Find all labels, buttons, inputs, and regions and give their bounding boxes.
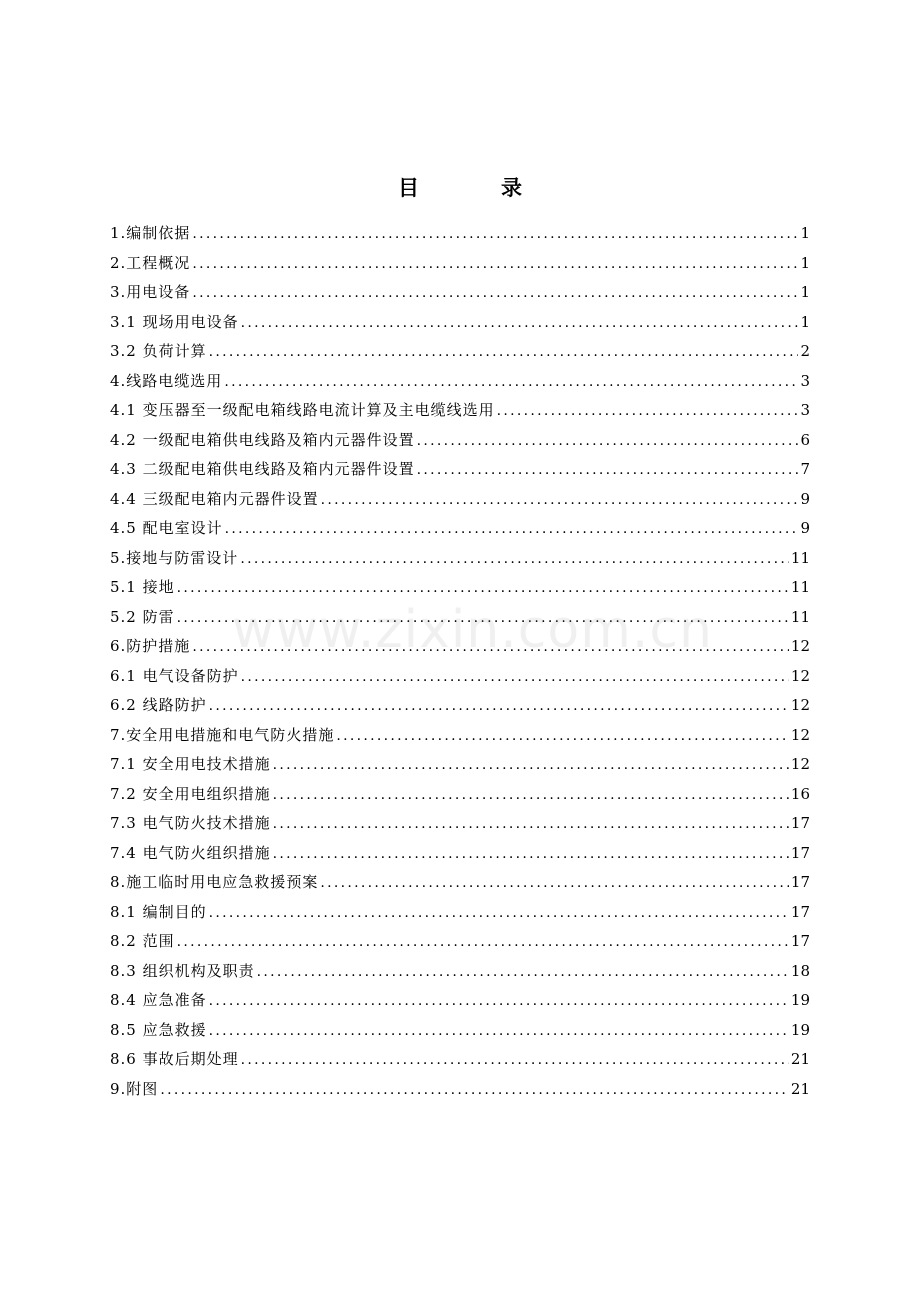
toc-leader-dots: [177, 574, 789, 604]
toc-entry-label: 6.防护措施: [110, 637, 191, 655]
toc-entry[interactable]: [110, 426, 810, 456]
toc-entry[interactable]: [110, 1075, 810, 1105]
toc-entry-page: 19: [790, 1020, 810, 1039]
toc-entry-label: 4.4 三级配电箱内元器件设置: [110, 489, 319, 508]
toc-entry[interactable]: [110, 485, 810, 515]
toc-entry-page: 18: [790, 961, 810, 980]
toc-entry-label: 4.2 一级配电箱供电线路及箱内元器件设置: [110, 430, 415, 449]
toc-entry-page: 9: [800, 489, 810, 508]
toc-leader-dots: [336, 722, 789, 752]
toc-entry-page: 21: [790, 1079, 810, 1098]
toc-entry[interactable]: [110, 1045, 810, 1075]
toc-entry[interactable]: [110, 691, 810, 721]
toc-entry-label: 8.3 组织机构及职责: [110, 961, 255, 980]
toc-entry[interactable]: [110, 367, 810, 397]
toc-entry-label: 5.2 防雷: [110, 607, 175, 626]
toc-entry[interactable]: [110, 337, 810, 367]
toc-entry[interactable]: [110, 986, 810, 1016]
toc-entry[interactable]: [110, 308, 810, 338]
toc-entry-page: 3: [800, 371, 810, 390]
title-char-2: 录: [501, 175, 522, 200]
toc-entry-label: 4.5 配电室设计: [110, 519, 223, 537]
toc-leader-dots: [224, 368, 798, 398]
toc-entry-label: 8.6 事故后期处理: [110, 1050, 239, 1068]
toc-entry[interactable]: [110, 603, 810, 633]
toc-entry[interactable]: [110, 868, 810, 898]
toc-entry-label: 7.2 安全用电组织措施: [110, 784, 271, 803]
toc-entry-page: 12: [790, 725, 810, 744]
toc-entry-label: 4.线路电缆选用: [110, 371, 223, 390]
toc-entry-page: 17: [790, 902, 810, 921]
toc-leader-dots: [209, 1017, 789, 1047]
toc-entry-label: 4.3 二级配电箱供电线路及箱内元器件设置: [110, 460, 415, 478]
toc-leader-dots: [273, 751, 789, 781]
toc-entry-label: 3.2 负荷计算: [110, 342, 207, 360]
toc-leader-dots: [209, 338, 799, 368]
toc-entry[interactable]: [110, 898, 810, 928]
toc-entry-label: 3.1 现场用电设备: [110, 312, 239, 331]
toc-entry-page: 9: [800, 519, 810, 537]
toc-leader-dots: [273, 810, 789, 840]
toc-entry-page: 21: [790, 1050, 810, 1068]
toc-entry-label: 8.4 应急准备: [110, 991, 207, 1009]
toc-entry-page: 12: [790, 755, 810, 773]
toc-entry-label: 5.接地与防雷设计: [110, 548, 239, 567]
toc-leader-dots: [225, 515, 799, 545]
toc-entry-page: 17: [790, 843, 810, 862]
toc-entry-label: 3.用电设备: [110, 283, 191, 301]
toc-entry[interactable]: [110, 396, 810, 426]
toc-entry-label: 5.1 接地: [110, 578, 175, 596]
toc-entry[interactable]: [110, 957, 810, 987]
toc-leader-dots: [257, 958, 789, 988]
toc-entry[interactable]: [110, 278, 810, 308]
toc-leader-dots: [209, 692, 789, 722]
toc-leader-dots: [209, 987, 789, 1017]
toc-entry-page: 11: [790, 607, 810, 626]
toc-entry-page: 6: [800, 430, 810, 449]
toc-entry-page: 7: [800, 460, 810, 478]
toc-leader-dots: [241, 1046, 789, 1076]
toc-entry-label: 8.2 范围: [110, 932, 175, 950]
toc-leader-dots: [497, 397, 799, 427]
toc-leader-dots: [160, 1076, 789, 1106]
toc-entry-page: 12: [790, 666, 810, 685]
toc-entry-page: 17: [790, 932, 810, 950]
toc-entry-page: 16: [790, 784, 810, 803]
toc-leader-dots: [192, 250, 798, 280]
toc-entry-page: 17: [790, 873, 810, 891]
toc-entry-label: 7.4 电气防火组织措施: [110, 843, 271, 862]
toc-entry-page: 1: [800, 312, 810, 331]
toc-entry-page: 11: [790, 548, 810, 567]
toc-leader-dots: [240, 545, 789, 575]
page-title: [0, 170, 920, 206]
toc-entry-label: 7.1 安全用电技术措施: [110, 755, 271, 773]
toc-entry[interactable]: [110, 573, 810, 603]
toc-entry-label: 1.编制依据: [110, 224, 191, 242]
toc-entry-label: 6.1 电气设备防护: [110, 666, 239, 685]
toc-entry-label: 4.1 变压器至一级配电箱线路电流计算及主电缆线选用: [110, 401, 495, 419]
toc-entry-page: 19: [790, 991, 810, 1009]
toc-entry[interactable]: [110, 219, 810, 249]
toc-entry-label: 7.3 电气防火技术措施: [110, 814, 271, 832]
toc-entry[interactable]: [110, 632, 810, 662]
toc-entry-label: 8.5 应急救援: [110, 1020, 207, 1039]
toc-leader-dots: [417, 456, 799, 486]
toc-leader-dots: [241, 663, 789, 693]
toc-leader-dots: [192, 220, 798, 250]
title-char-1: 目: [398, 175, 419, 200]
table-of-contents: [110, 219, 810, 1104]
toc-leader-dots: [321, 486, 799, 516]
toc-entry-page: 1: [800, 253, 810, 272]
toc-entry-label: 8.施工临时用电应急救援预案: [110, 873, 319, 891]
toc-entry[interactable]: [110, 927, 810, 957]
toc-entry[interactable]: [110, 809, 810, 839]
toc-entry[interactable]: [110, 662, 810, 692]
toc-leader-dots: [273, 840, 789, 870]
toc-leader-dots: [192, 633, 789, 663]
toc-entry-page: 1: [800, 283, 810, 301]
toc-entry-page: 12: [790, 637, 810, 655]
toc-entry-label: 9.附图: [110, 1079, 159, 1098]
toc-entry-label: 2.工程概况: [110, 253, 191, 272]
toc-entry-label: 6.2 线路防护: [110, 696, 207, 714]
toc-entry[interactable]: [110, 780, 810, 810]
toc-entry[interactable]: [110, 721, 810, 751]
toc-entry-page: 2: [800, 342, 810, 360]
toc-leader-dots: [320, 869, 789, 899]
toc-entry-page: 17: [790, 814, 810, 832]
toc-entry-page: 11: [790, 578, 810, 596]
toc-entry-page: 12: [790, 696, 810, 714]
toc-leader-dots: [192, 279, 798, 309]
watermark: www.zixin.com.cn: [232, 600, 713, 660]
toc-entry-label: 7.安全用电措施和电气防火措施: [110, 725, 335, 744]
toc-leader-dots: [273, 781, 789, 811]
toc-entry-page: 3: [800, 401, 810, 419]
toc-entry[interactable]: [110, 750, 810, 780]
toc-leader-dots: [241, 309, 799, 339]
toc-entry[interactable]: [110, 249, 810, 279]
toc-entry-label: 8.1 编制目的: [110, 902, 207, 921]
toc-entry[interactable]: [110, 544, 810, 574]
toc-leader-dots: [177, 928, 789, 958]
toc-leader-dots: [417, 427, 799, 457]
toc-entry[interactable]: [110, 1016, 810, 1046]
toc-entry[interactable]: [110, 839, 810, 869]
toc-entry[interactable]: [110, 514, 810, 544]
toc-entry[interactable]: [110, 455, 810, 485]
toc-leader-dots: [177, 604, 789, 634]
toc-entry-page: 1: [800, 224, 810, 242]
toc-leader-dots: [209, 899, 789, 929]
